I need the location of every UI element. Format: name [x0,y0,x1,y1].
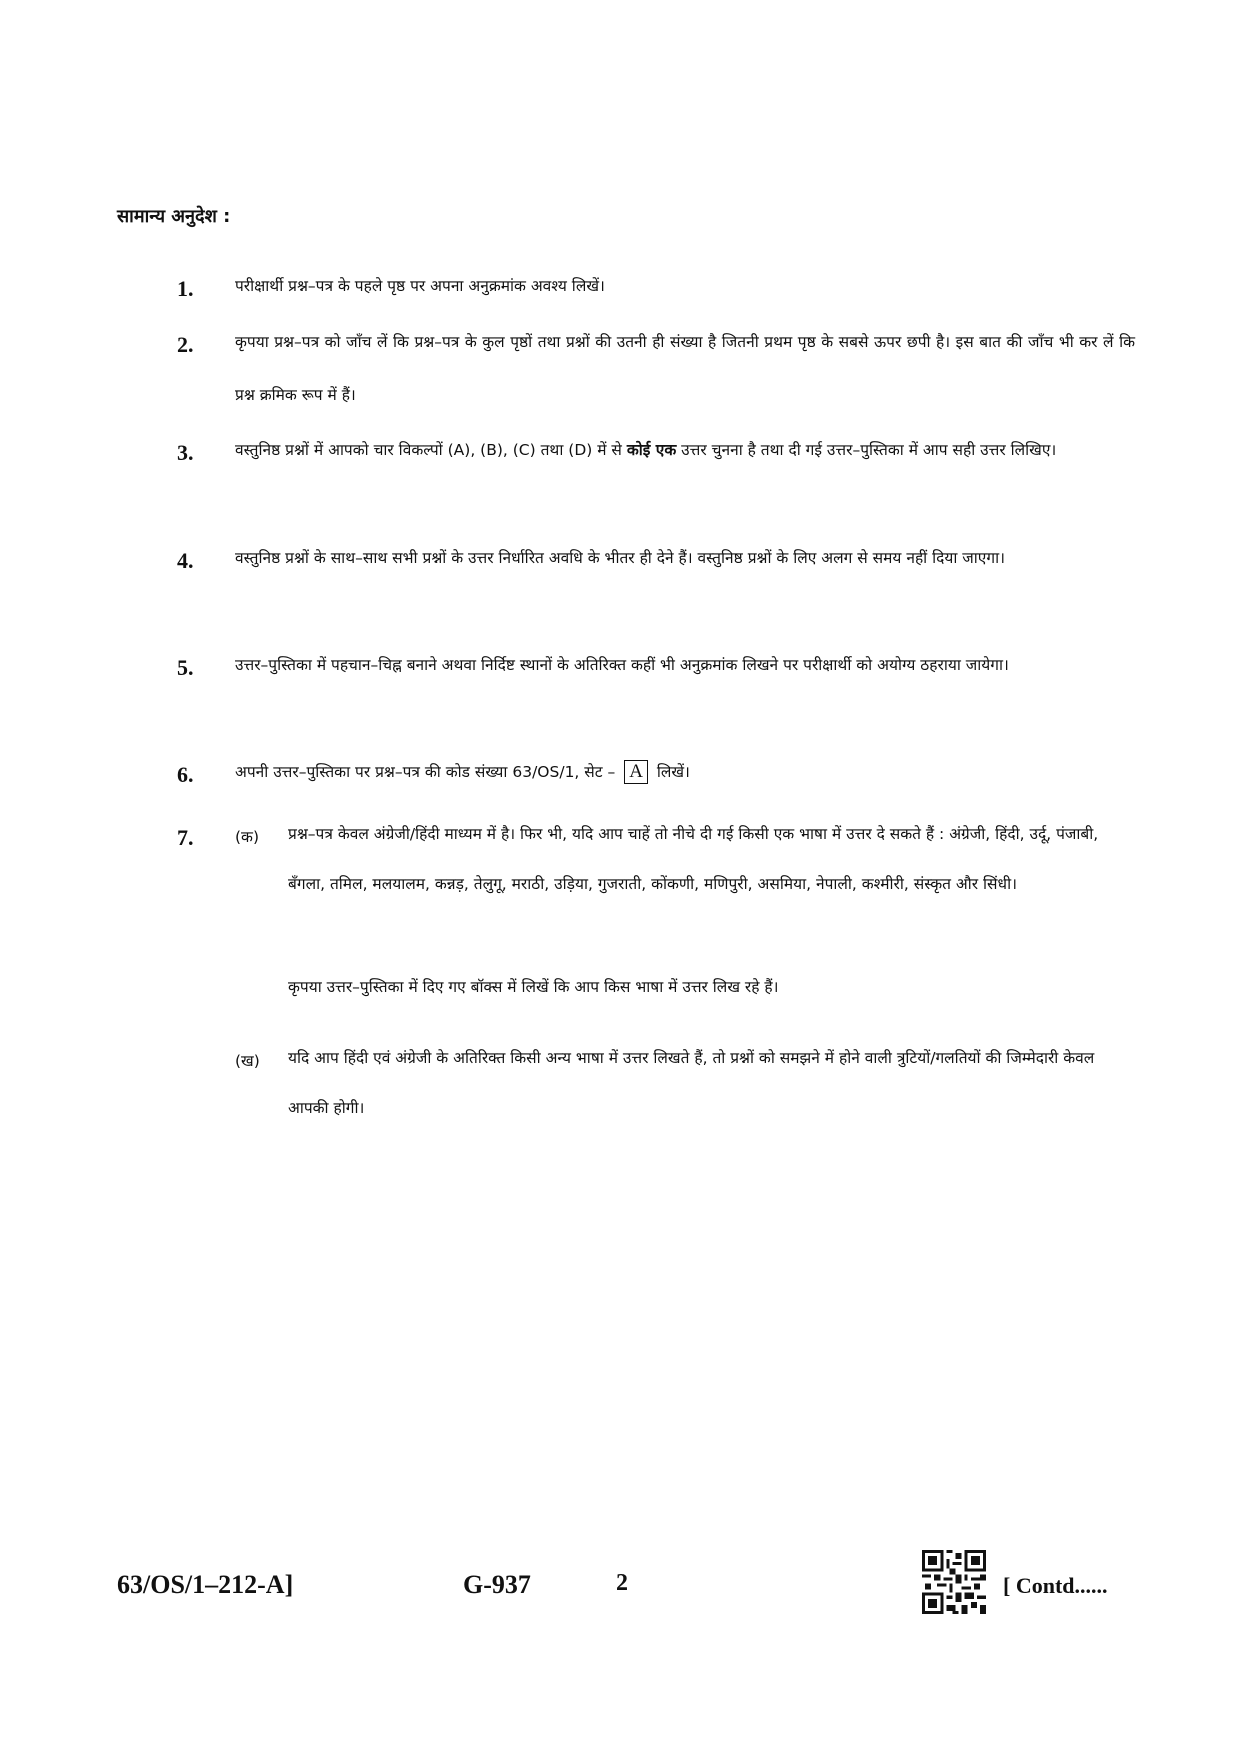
set-code-box: A [624,760,648,784]
sub-item-text: यदि आप हिंदी एवं अंग्रेजी के अतिरिक्त किसी अन्य भाषा में उत्तर लिखते हैं, तो प्रश्नों को समझने में होने वाली त्रुटियों/गलतियों की जिम्मेदारी केवल आपकी होगी। [288,1049,1095,1117]
instruction-text: वस्तुनिष्ठ प्रश्नों के साथ–साथ सभी प्रश्नों के उत्तर निर्धारित अवधि के भीतर ही देने हैं। वस्तुनिष्ठ प्रश्नों के लिए अलग से समय नहीं दिया जाएगा। [235,549,1005,567]
sub-item-note: कृपया उत्तर–पुस्तिका में दिए गए बॉक्स में लिखें कि आप किस भाषा में उत्तर लिख रहे हैं। [288,978,779,996]
paper-code: 63/OS/1–212-A] [117,1570,294,1599]
instruction-text [235,424,1135,477]
sub-item-text: प्रश्न–पत्र केवल अंग्रेजी/हिंदी माध्यम में है। फिर भी, यदि आप चाहें तो नीचे दी गई किसी एक भाषा में उत्तर दे सकते हैं : अंग्रेजी, हिंदी, उर्दू, पंजाबी, बँगला, तमिल, मलयालम, कन्नड़, तेलुगू, मराठी, उड़िया, गुजराती, कोंकणी, मणिपुरी, असमिया, नेपाली, कश्मीरी, संस्कृत और सिंधी। [288,825,1099,893]
instruction-text-part: अपनी उत्तर–पुस्तिका पर प्रश्न–पत्र की कोड संख्या 63/OS/1, सेट – [235,763,621,781]
instruction-number: 2. [177,332,194,357]
page-number: 2 [616,1570,628,1596]
sub-item-label: (ख) [235,1052,260,1070]
instruction-text-part: उत्तर चुनना है तथा दी गई उत्तर–पुस्तिका में आप सही उत्तर लिखिए। [676,441,1057,459]
instruction-text: परीक्षार्थी प्रश्न–पत्र के पहले पृष्ठ पर अपना अनुक्रमांक अवश्य लिखें। [235,277,605,295]
sub-item-label: (क) [235,828,259,846]
instruction-number: 7. [177,825,194,850]
series-code: G-937 [463,1570,531,1599]
instruction-number: 3. [177,440,194,465]
instruction-number: 1. [177,276,194,301]
instruction-text [235,746,1135,799]
instruction-text: उत्तर–पुस्तिका में पहचान–चिह्न बनाने अथवा निर्दिष्ट स्थानों के अतिरिक्त कहीं भी अनुक्रमांक लिखने पर परीक्षार्थी को अयोग्य ठहराया जायेगा। [235,656,1009,674]
emphasis-text: कोई एक [626,441,677,459]
instruction-text: कृपया प्रश्न–पत्र को जाँच लें कि प्रश्न–पत्र के कुल पृष्ठों तथा प्रश्नों की उतनी ही संख्या है जितनी प्रथम पृष्ठ के सबसे ऊपर छपी है। इस बात की जाँच भी कर लें कि प्रश्न क्रमिक रूप में हैं। [235,333,1135,404]
instruction-number: 5. [177,655,194,680]
instruction-number: 6. [177,762,194,787]
instruction-text-part: वस्तुनिष्ठ प्रश्नों में आपको चार विकल्पों (A), (B), (C) तथा (D) में से [235,441,627,459]
instruction-text-part: लिखें। [651,763,690,781]
qr-code-icon [922,1550,986,1614]
continued-label: [ Contd...... [1003,1573,1108,1598]
instruction-number: 4. [177,548,194,573]
page-heading: सामान्य अनुदेश : [117,206,231,227]
